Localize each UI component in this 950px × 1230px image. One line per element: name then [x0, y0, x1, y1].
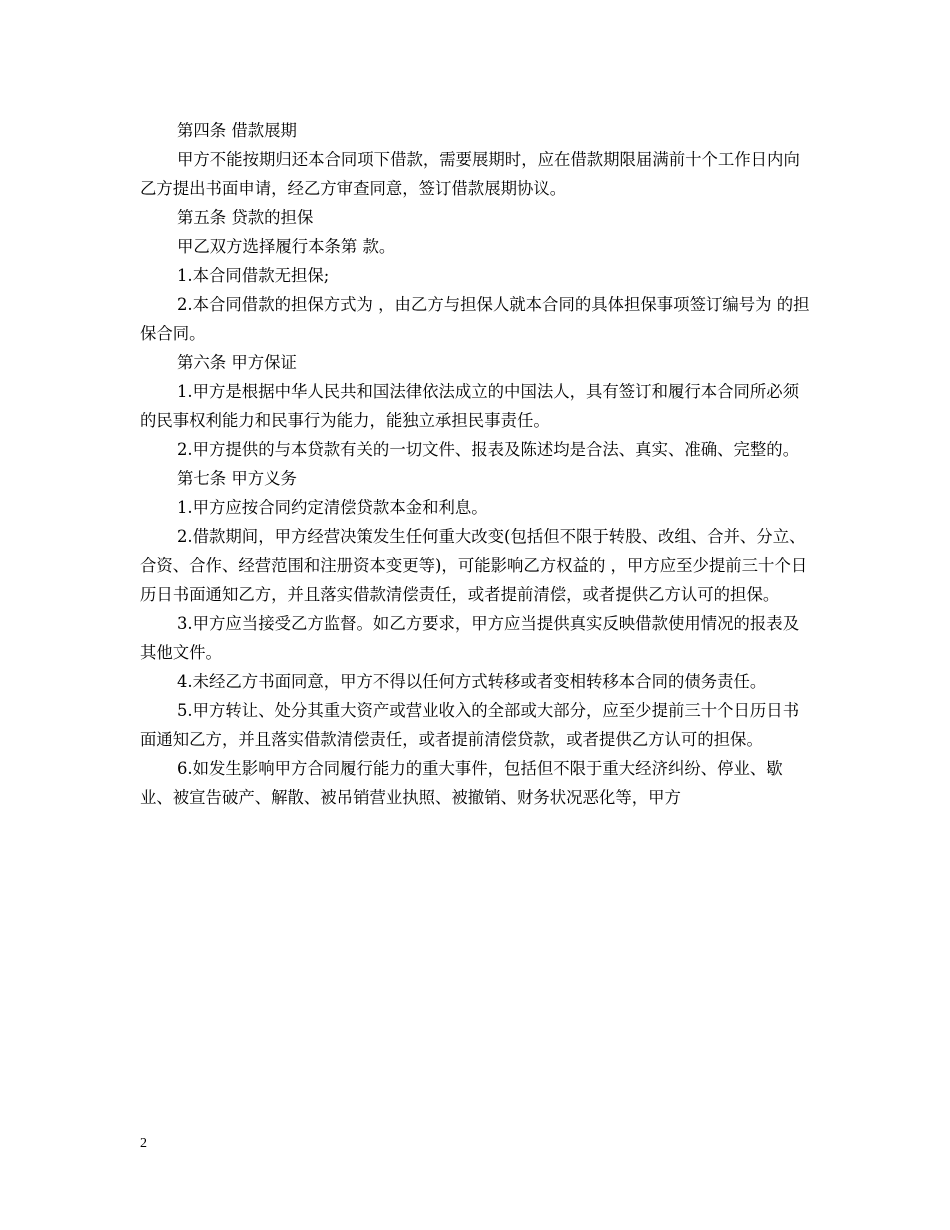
article-5-heading: 第五条 贷款的担保 — [177, 208, 314, 227]
paragraph: 甲方不能按期归还本合同项下借款，需要展期时，应在借款期限届满前十个工作日内向乙方提出书面申请，经乙方审查同意，签订借款展期协议。 — [140, 150, 800, 198]
list-item: 2.本合同借款的担保方式为 ，由乙方与担保人就本合同的具体担保事项签订编号为 的担保合同。 — [140, 295, 810, 343]
list-item: 6.如发生影响甲方合同履行能力的重大事件，包括但不限于重大经济纠纷、停业、歇业、被宣告破产、解散、被吊销营业执照、被撤销、财务状况恶化等，甲方 — [140, 759, 783, 807]
list-item: 4.未经乙方书面同意，甲方不得以任何方式转移或者变相转移本合同的债务责任。 — [177, 672, 767, 691]
list-item: 1.甲方应按合同约定清偿贷款本金和利息。 — [177, 498, 488, 517]
list-item: 5.甲方转让、处分其重大资产或营业收入的全部或大部分，应至少提前三十个日历日书面通知乙方，并且落实借款清偿责任，或者提前清偿贷款，或者提供乙方认可的担保。 — [140, 701, 800, 749]
article-4-heading: 第四条 借款展期 — [177, 121, 297, 140]
list-item: 2.借款期间，甲方经营决策发生任何重大改变(包括但不限于转股、改组、合并、分立、合资、合作、经营范围和注册资本变更等)，可能影响乙方权益的 ，甲方应至少提前三十个日历日书面通知乙方，并且落实借款清偿责任，或者提前清偿，或者提供乙方认可的担保。 — [140, 527, 808, 604]
article-7-heading: 第七条 甲方义务 — [177, 469, 297, 488]
article-6-heading: 第六条 甲方保证 — [177, 353, 297, 372]
page-number: 2 — [140, 1136, 147, 1151]
list-item: 1.甲方是根据中华人民共和国法律依法成立的中国法人，具有签订和履行本合同所必须的民事权利能力和民事行为能力，能独立承担民事责任。 — [140, 382, 800, 430]
list-item: 1.本合同借款无担保; — [177, 266, 330, 285]
list-item: 2.甲方提供的与本贷款有关的一切文件、报表及陈述均是合法、真实、准确、完整的。 — [177, 440, 800, 459]
paragraph: 甲乙双方选择履行本条第 款。 — [177, 237, 396, 256]
list-item: 3.甲方应当接受乙方监督。如乙方要求，甲方应当提供真实反映借款使用情况的报表及其他文件。 — [140, 614, 800, 662]
contract-body — [140, 116, 812, 812]
